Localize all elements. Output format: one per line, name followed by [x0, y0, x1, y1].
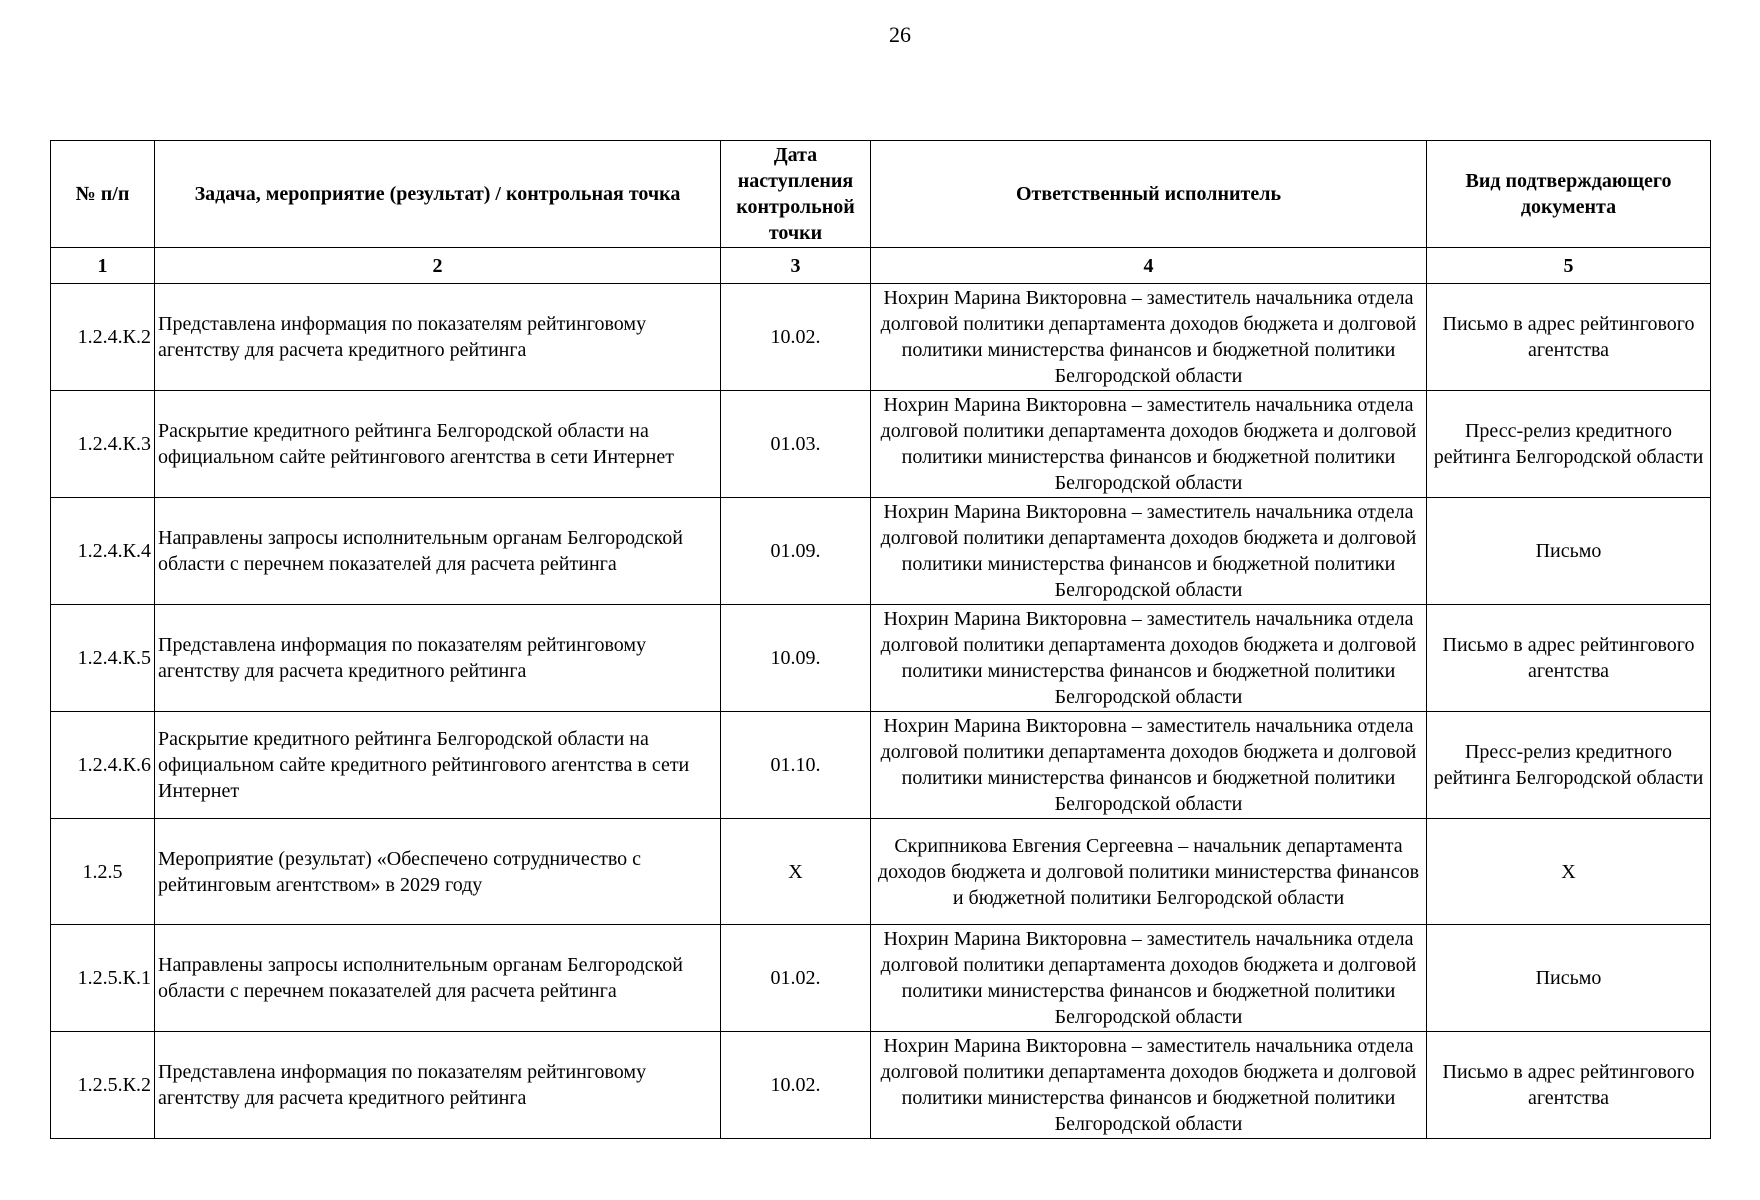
table-row — [51, 925, 1711, 1032]
row-document: Письмо в адрес рейтингового агентства — [1427, 284, 1711, 391]
row-date: 01.09. — [721, 498, 871, 605]
row-document: Пресс-релиз кредитного рейтинга Белгородской области — [1427, 391, 1711, 498]
row-number: 1.2.4.К.2 — [51, 284, 155, 391]
row-task: Представлена информация по показателям рейтинговому агентству для расчета кредитного рейтинга — [155, 284, 721, 391]
row-task: Раскрытие кредитного рейтинга Белгородской области на официальном сайте рейтингового агентства в сети Интернет — [155, 391, 721, 498]
row-number: 1.2.5.К.1 — [51, 925, 155, 1032]
control-points-table — [50, 140, 1711, 1139]
row-number: 1.2.4.К.5 — [51, 605, 155, 712]
row-executor: Нохрин Марина Викторовна – заместитель начальника отдела долговой политики департамента доходов бюджета и долговой политики министерства финансов и бюджетной политики Белгородской области — [871, 1032, 1427, 1139]
table-row — [51, 819, 1711, 925]
header-number: № п/п — [51, 141, 155, 248]
row-number: 1.2.4.К.4 — [51, 498, 155, 605]
column-number-row — [51, 248, 1711, 284]
row-task: Представлена информация по показателям рейтинговому агентству для расчета кредитного рейтинга — [155, 1032, 721, 1139]
page-number: 26 — [889, 22, 911, 47]
row-document: Письмо — [1427, 925, 1711, 1032]
table-row — [51, 1032, 1711, 1139]
row-executor: Нохрин Марина Викторовна – заместитель начальника отдела долговой политики департамента доходов бюджета и долговой политики министерства финансов и бюджетной политики Белгородской области — [871, 284, 1427, 391]
row-number: 1.2.4.К.6 — [51, 712, 155, 819]
table-header-row — [51, 141, 1711, 248]
row-task: Направлены запросы исполнительным органам Белгородской области с перечнем показателей для расчета рейтинга — [155, 498, 721, 605]
table-row — [51, 498, 1711, 605]
row-executor: Нохрин Марина Викторовна – заместитель начальника отдела долговой политики департамента доходов бюджета и долговой политики министерства финансов и бюджетной политики Белгородской области — [871, 391, 1427, 498]
row-executor: Нохрин Марина Викторовна – заместитель начальника отдела долговой политики департамента доходов бюджета и долговой политики министерства финансов и бюджетной политики Белгородской области — [871, 925, 1427, 1032]
table-row — [51, 284, 1711, 391]
table-row — [51, 605, 1711, 712]
row-date: 10.02. — [721, 284, 871, 391]
row-task: Мероприятие (результат) «Обеспечено сотрудничество с рейтинговым агентством» в 2029 году — [155, 819, 721, 925]
row-date: 01.02. — [721, 925, 871, 1032]
header-task: Задача, мероприятие (результат) / контрольная точка — [155, 141, 721, 248]
row-task: Направлены запросы исполнительным органам Белгородской области с перечнем показателей для расчета рейтинга — [155, 925, 721, 1032]
row-date: X — [721, 819, 871, 925]
column-number: 1 — [51, 248, 155, 284]
column-number: 4 — [871, 248, 1427, 284]
header-date: Дата наступления контрольной точки — [721, 141, 871, 248]
row-task: Представлена информация по показателям рейтинговому агентству для расчета кредитного рейтинга — [155, 605, 721, 712]
row-date: 01.03. — [721, 391, 871, 498]
row-number: 1.2.4.К.3 — [51, 391, 155, 498]
row-date: 10.02. — [721, 1032, 871, 1139]
row-number: 1.2.5.К.2 — [51, 1032, 155, 1139]
row-document: Письмо в адрес рейтингового агентства — [1427, 605, 1711, 712]
row-date: 01.10. — [721, 712, 871, 819]
row-number: 1.2.5 — [51, 819, 155, 925]
column-number: 3 — [721, 248, 871, 284]
row-executor: Нохрин Марина Викторовна – заместитель начальника отдела долговой политики департамента доходов бюджета и долговой политики министерства финансов и бюджетной политики Белгородской области — [871, 712, 1427, 819]
table-row — [51, 391, 1711, 498]
header-document: Вид подтверждающего документа — [1427, 141, 1711, 248]
row-executor: Нохрин Марина Викторовна – заместитель начальника отдела долговой политики департамента доходов бюджета и долговой политики министерства финансов и бюджетной политики Белгородской области — [871, 498, 1427, 605]
header-executor: Ответственный исполнитель — [871, 141, 1427, 248]
row-task: Раскрытие кредитного рейтинга Белгородской области на официальном сайте кредитного рейтингового агентства в сети Интернет — [155, 712, 721, 819]
row-document: Пресс-релиз кредитного рейтинга Белгородской области — [1427, 712, 1711, 819]
row-executor: Нохрин Марина Викторовна – заместитель начальника отдела долговой политики департамента доходов бюджета и долговой политики министерства финансов и бюджетной политики Белгородской области — [871, 605, 1427, 712]
row-document: Письмо — [1427, 498, 1711, 605]
column-number: 5 — [1427, 248, 1711, 284]
row-document: Письмо в адрес рейтингового агентства — [1427, 1032, 1711, 1139]
row-executor: Скрипникова Евгения Сергеевна – начальник департамента доходов бюджета и долговой политики министерства финансов и бюджетной политики Белгородской области — [871, 819, 1427, 925]
row-document: X — [1427, 819, 1711, 925]
table-row — [51, 712, 1711, 819]
row-date: 10.09. — [721, 605, 871, 712]
column-number: 2 — [155, 248, 721, 284]
